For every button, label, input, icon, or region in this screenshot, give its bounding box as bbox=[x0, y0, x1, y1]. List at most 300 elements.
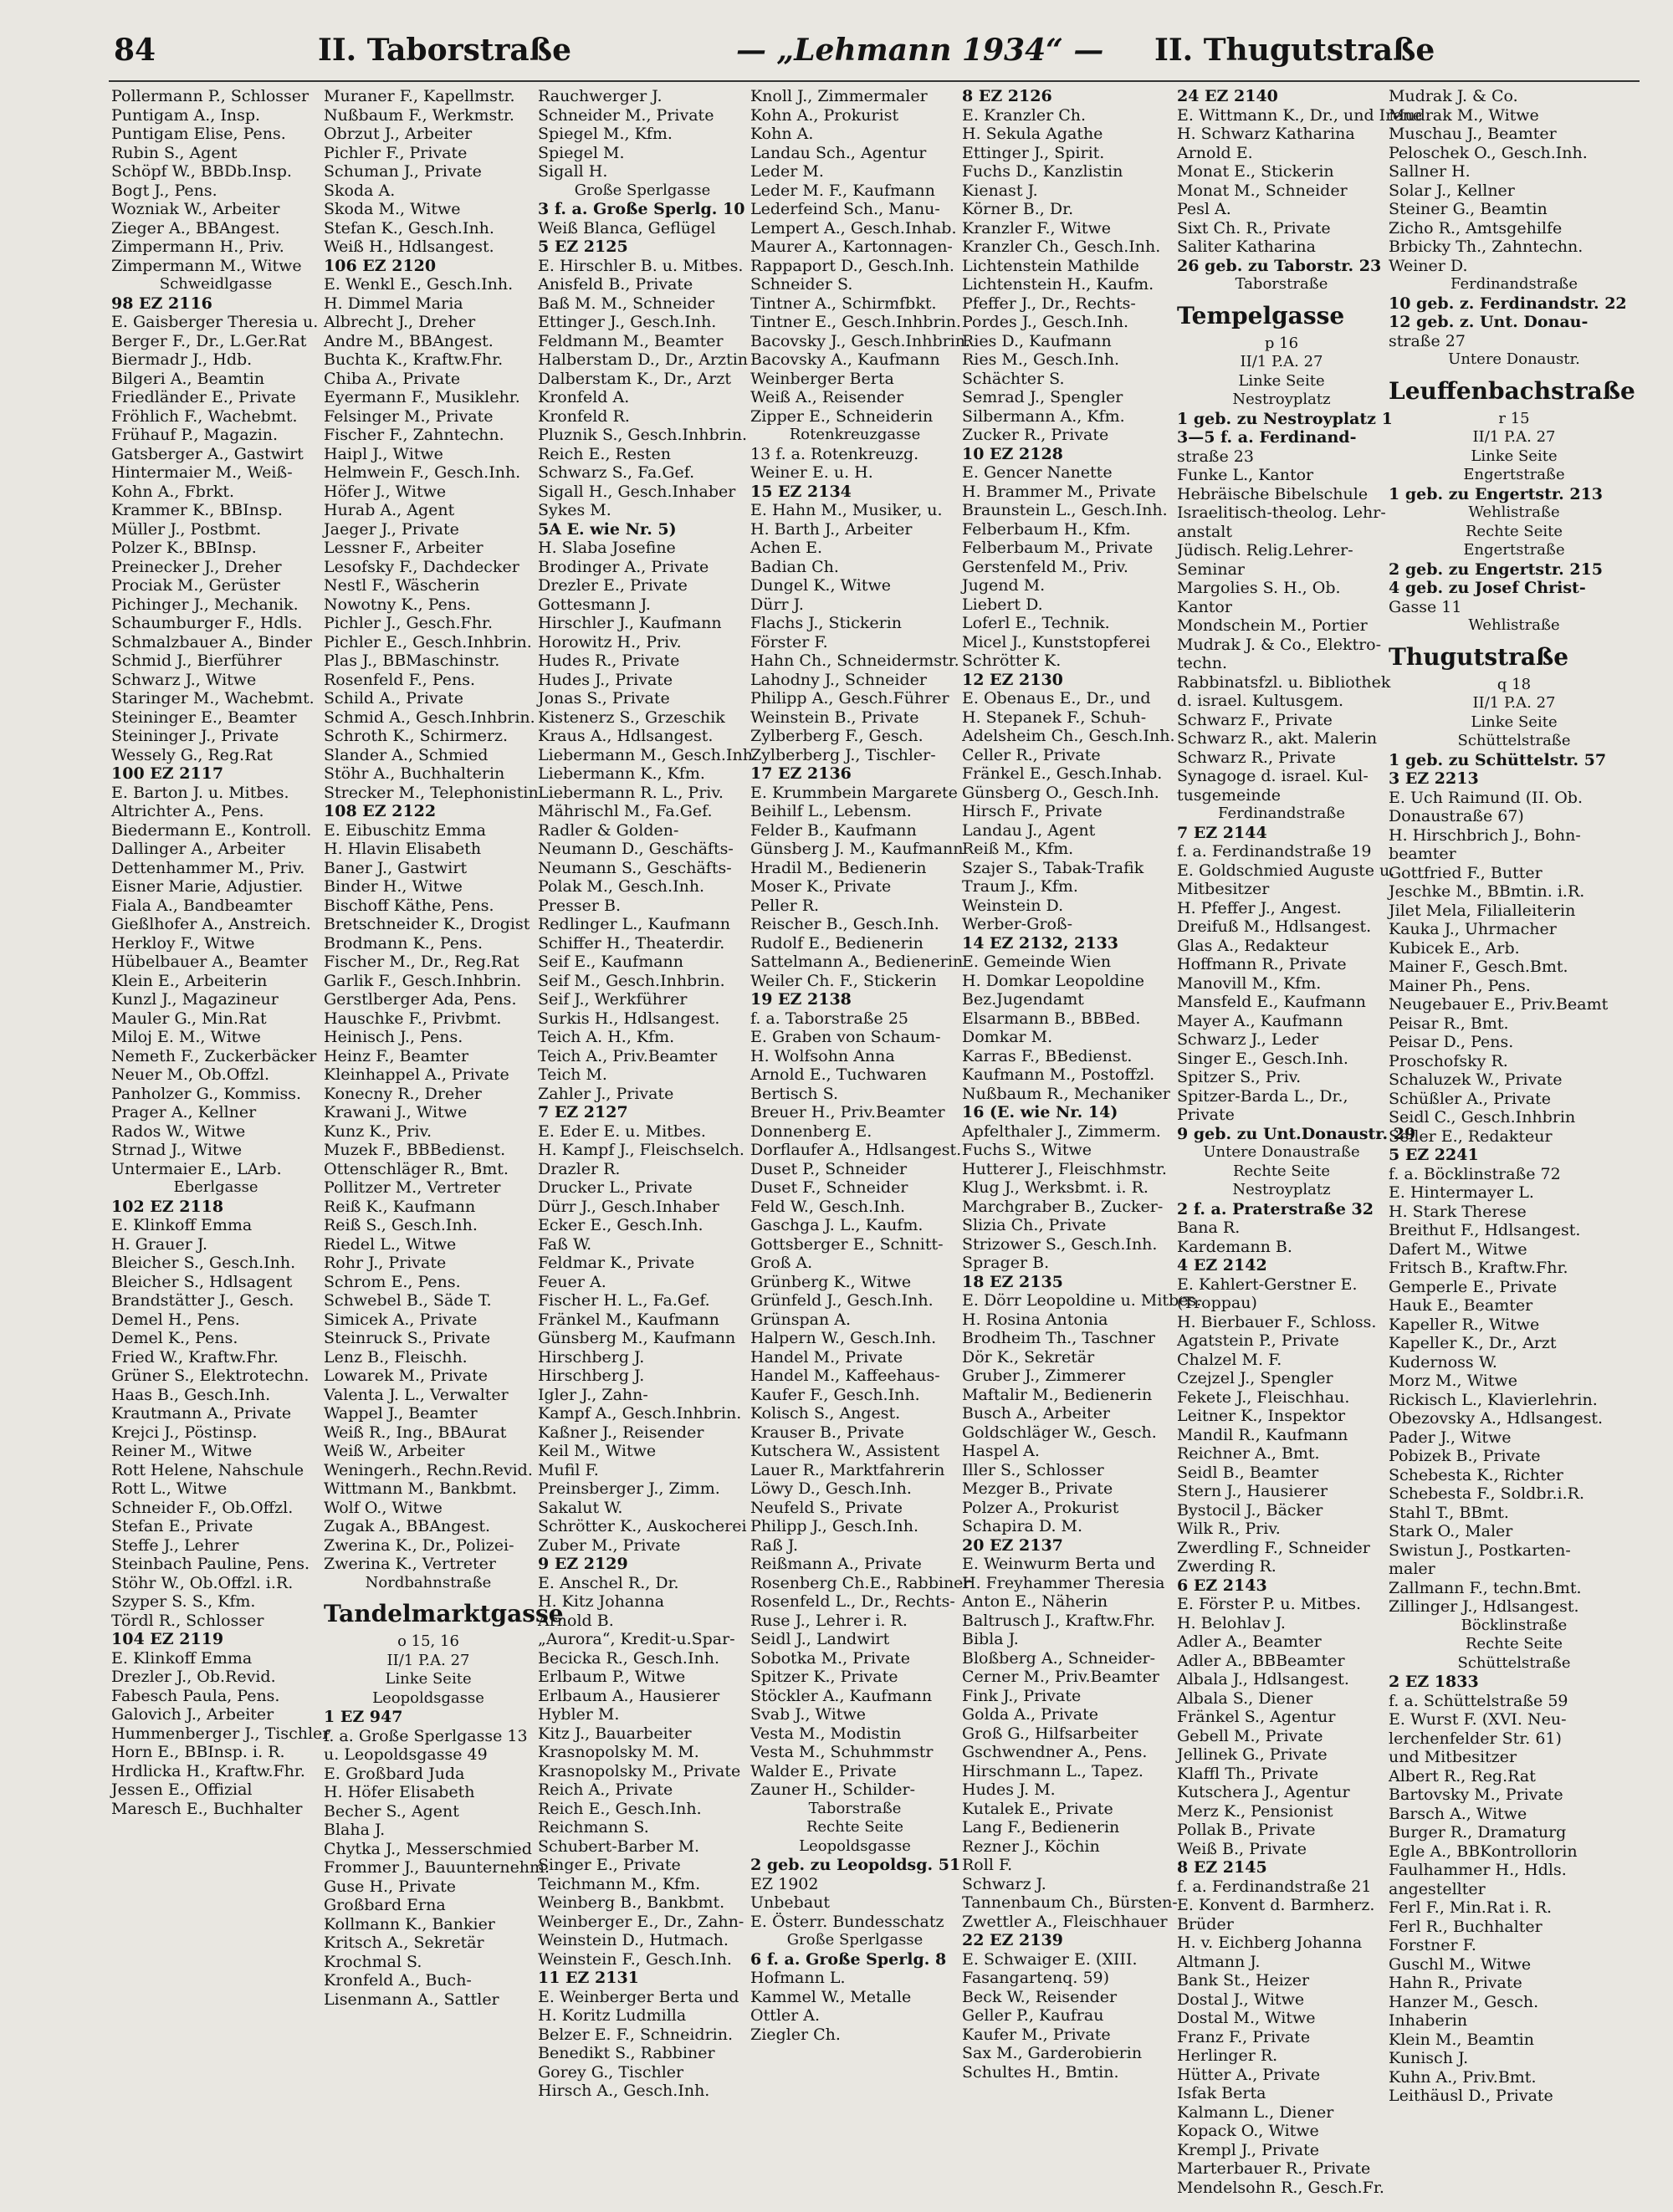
directory-entry: Seidl C., Gesch.Inhbrin bbox=[1389, 1108, 1576, 1126]
directory-entry: Stöhr W., Ob.Offzl. i.R. bbox=[111, 1573, 294, 1592]
directory-entry: Sax M., Garderobierin bbox=[962, 2044, 1143, 2062]
house-number-entry: 20 EZ 2137 bbox=[962, 1535, 1063, 1555]
directory-entry: Schüßler A., Private bbox=[1389, 1089, 1551, 1108]
directory-entry: Zylberberg F., Gesch. bbox=[750, 727, 923, 745]
directory-entry: Erlbaum A., Hausierer bbox=[538, 1686, 720, 1705]
directory-entry: f. a. Taborstraße 25 bbox=[750, 1009, 908, 1028]
directory-entry: Strecker M., Telephonistin bbox=[324, 783, 539, 802]
directory-entry: Jugend M. bbox=[962, 576, 1046, 595]
directory-entry: Felberbaum M., Private bbox=[962, 539, 1154, 557]
directory-entry: Dungel K., Witwe bbox=[750, 576, 891, 595]
directory-entry: Bischoff Käthe, Pens. bbox=[324, 896, 494, 915]
directory-entry: Krammer K., BBInsp. bbox=[111, 501, 283, 519]
directory-entry: Kohn A., Prokurist bbox=[750, 105, 899, 125]
directory-entry: Gorey G., Tischler bbox=[538, 2062, 684, 2082]
directory-entry: Liebert D. bbox=[962, 595, 1043, 614]
directory-entry: Fuchs D., Kanzlistin bbox=[962, 162, 1123, 181]
directory-entry: Traum J., Kfm. bbox=[962, 877, 1078, 896]
directory-entry: Schwarz J., Witwe bbox=[111, 670, 257, 689]
directory-entry: Elsarmann B., BBBed. bbox=[962, 1009, 1141, 1028]
directory-entry: Krochmal S. bbox=[324, 1952, 422, 1971]
directory-entry: Weinberger E., Dr., Zahn- bbox=[538, 1912, 744, 1931]
directory-entry: Breithut F., Hdlsangest. bbox=[1389, 1221, 1581, 1239]
page-header bbox=[84, 25, 1640, 75]
directory-entry: Pollitzer M., Vertreter bbox=[324, 1178, 501, 1197]
directory-entry: Forstner F. bbox=[1389, 1936, 1476, 1954]
directory-entry: Anisfeld B., Private bbox=[538, 275, 693, 294]
left-street-heading: II. Taborstraße bbox=[318, 33, 572, 68]
directory-entry: Busch A., Arbeiter bbox=[962, 1404, 1110, 1423]
directory-entry: Ruse J., Lehrer i. R. bbox=[750, 1611, 908, 1630]
directory-entry: Hanzer M., Gesch. bbox=[1389, 1992, 1539, 2011]
directory-entry: Simicek A., Private bbox=[324, 1310, 478, 1329]
directory-entry: Hirschler J., Kaufmann bbox=[538, 614, 722, 632]
directory-entry: E. Anschel R., Dr. bbox=[538, 1573, 679, 1592]
directory-entry: Stöckler A., Kaufmann bbox=[750, 1686, 933, 1705]
directory-entry: Kohn A. bbox=[750, 125, 814, 143]
house-number-entry: 18 EZ 2135 bbox=[962, 1272, 1063, 1291]
directory-entry: Gebell M., Private bbox=[1177, 1726, 1323, 1745]
directory-entry: Vesta M., Modistin bbox=[750, 1724, 902, 1743]
cross-street-label: II/1 P.A. 27 bbox=[1472, 694, 1556, 712]
directory-entry: Drucker L., Private bbox=[538, 1178, 693, 1197]
directory-entry: Jonas S., Private bbox=[538, 689, 670, 708]
directory-entry: lerchenfelder Str. 61) bbox=[1389, 1729, 1562, 1748]
house-number-entry: 106 EZ 2120 bbox=[324, 256, 437, 275]
directory-entry: Halberstam D., Dr., Arztin bbox=[538, 350, 749, 369]
directory-entry: Inhaberin bbox=[1389, 2011, 1468, 2030]
cross-street-label: p 16 bbox=[1264, 334, 1299, 352]
directory-entry: Schaumburger F., Hdls. bbox=[111, 614, 303, 632]
cross-street-label: II/1 P.A. 27 bbox=[386, 1651, 470, 1669]
directory-entry: Liebermann K., Kfm. bbox=[538, 764, 705, 783]
directory-entry: Fekete J., Fleischhau. bbox=[1177, 1387, 1350, 1407]
directory-entry: Zauner H., Schilder- bbox=[750, 1780, 916, 1799]
directory-entry: Körner B., Dr. bbox=[962, 200, 1074, 218]
directory-entry: Neumann D., Geschäfts- bbox=[538, 840, 734, 858]
directory-entry: H. Kitz Johanna bbox=[538, 1592, 665, 1611]
directory-entry: Kauka J., Uhrmacher bbox=[1389, 920, 1557, 938]
directory-entry: Hybler M. bbox=[538, 1705, 620, 1724]
directory-entry: Grünberg K., Witwe bbox=[750, 1272, 912, 1291]
directory-entry: H. Wolfsohn Anna bbox=[750, 1046, 895, 1065]
directory-entry: Muzek F., BBBedienst. bbox=[324, 1141, 506, 1159]
directory-entry: Weiß B., Private bbox=[1177, 1839, 1307, 1858]
directory-entry: Mufil F. bbox=[538, 1460, 599, 1479]
directory-entry: Schwarz J., Leder bbox=[1177, 1030, 1319, 1049]
directory-entry: Mezger B., Private bbox=[962, 1479, 1113, 1498]
directory-entry: Rickisch L., Klavierlehrin. bbox=[1389, 1390, 1598, 1409]
directory-entry: Lempert A., Gesch.Inhab. bbox=[750, 218, 957, 238]
directory-entry: Breuer H., Priv.Beamter bbox=[750, 1103, 945, 1121]
directory-entry: Franz F., Private bbox=[1177, 2027, 1311, 2046]
directory-entry: Micel J., Kunststopferei bbox=[962, 632, 1151, 651]
directory-entry: Apfelthaler J., Zimmerm. bbox=[962, 1121, 1161, 1141]
directory-entry: Gaschga J. L., Kaufm. bbox=[750, 1216, 923, 1234]
cross-street-label: Schweidlgasse bbox=[159, 275, 273, 293]
directory-entry: Nußbaum F., Werkmstr. bbox=[324, 105, 514, 125]
directory-entry: Lang F., Bedienerin bbox=[962, 1818, 1120, 1837]
directory-entry: Dallinger A., Arbeiter bbox=[111, 840, 285, 858]
directory-entry: Zimpermann M., Witwe bbox=[111, 256, 302, 275]
house-number-entry: 1 geb. zu Nestroyplatz 1 bbox=[1177, 409, 1393, 428]
directory-entry: Kritsch A., Sekretär bbox=[324, 1934, 484, 1952]
directory-entry: Loferl E., Technik. bbox=[962, 614, 1110, 632]
directory-entry: Reich E., Gesch.Inh. bbox=[538, 1799, 702, 1818]
directory-entry: Unbebaut bbox=[750, 1893, 831, 1912]
directory-entry: Hirschmann L., Tapez. bbox=[962, 1761, 1143, 1780]
directory-entry: Horowitz H., Priv. bbox=[538, 632, 682, 651]
directory-entry: Steinruck S., Private bbox=[324, 1329, 491, 1347]
directory-entry: Gruber J., Zimmerer bbox=[962, 1367, 1126, 1385]
directory-entry: Fabesch Paula, Pens. bbox=[111, 1686, 280, 1705]
directory-entry: Margolies S. H., Ob. bbox=[1177, 579, 1341, 597]
directory-entry: Tintner A., Schirmfbkt. bbox=[750, 294, 937, 313]
house-number-entry: 4 EZ 2142 bbox=[1177, 1256, 1267, 1275]
directory-entry: Kunzl J., Magazineur bbox=[111, 990, 279, 1009]
directory-entry: Felberbaum H., Kfm. bbox=[962, 519, 1131, 539]
directory-entry: Rubin S., Agent bbox=[111, 143, 238, 162]
directory-entry: H. Bierbauer F., Schloss. bbox=[1177, 1312, 1377, 1331]
directory-entry: Leder M. bbox=[750, 162, 824, 181]
cross-street-label: Rechte Seite bbox=[1465, 1635, 1563, 1653]
street-heading: Tempelgasse bbox=[1177, 301, 1345, 330]
directory-entry: Schwarz F., Private bbox=[1177, 710, 1333, 729]
directory-entry: Kalmann L., Diener bbox=[1177, 2102, 1334, 2122]
directory-entry: Seif J., Werkführer bbox=[538, 990, 688, 1009]
directory-entry: „Aurora“, Kredit-u.Spar- bbox=[538, 1630, 735, 1648]
directory-entry: Spitzer S., Priv. bbox=[1177, 1068, 1302, 1086]
directory-entry: E. Österr. Bundesschatz bbox=[750, 1912, 944, 1931]
directory-entry: Adler A., BBBeamter bbox=[1177, 1651, 1345, 1670]
directory-entry: Herkloy F., Witwe bbox=[111, 933, 255, 953]
directory-entry: Mauler G., Min.Rat bbox=[111, 1009, 267, 1028]
directory-entry: Dürr J. bbox=[750, 595, 804, 614]
directory-entry: Biedermann E., Kontroll. bbox=[111, 820, 312, 840]
directory-entry: Obrzut J., Arbeiter bbox=[324, 125, 473, 143]
house-number-entry: 19 EZ 2138 bbox=[750, 990, 852, 1009]
directory-entry: Prager A., Kellner bbox=[111, 1103, 257, 1121]
cross-street-label: Schüttelstraße bbox=[1457, 732, 1571, 749]
directory-entry: Kuhn A., Priv.Bmt. bbox=[1389, 2067, 1537, 2087]
directory-entry: Preinecker J., Dreher bbox=[111, 557, 282, 576]
directory-entry: Seidl J., Landwirt bbox=[750, 1630, 890, 1648]
directory-entry: Kardemann B. bbox=[1177, 1237, 1292, 1256]
directory-entry: E. Wurst F. (XVI. Neu- bbox=[1389, 1710, 1567, 1729]
directory-entry: Kolisch S., Angest. bbox=[750, 1404, 901, 1423]
directory-entry: Hummenberger J., Tischler bbox=[111, 1724, 330, 1743]
cross-street-label: Ferdinandstraße bbox=[1450, 275, 1578, 293]
directory-entry: techn. bbox=[1177, 654, 1228, 672]
directory-entry: Donaustraße 67) bbox=[1389, 807, 1524, 825]
directory-entry: Gießlhofer A., Anstreich. bbox=[111, 915, 311, 933]
directory-entry: Tannenbaum Ch., Bürsten- bbox=[962, 1893, 1178, 1912]
directory-entry: Ecker E., Gesch.Inh. bbox=[538, 1216, 703, 1234]
directory-entry: Hübelbauer A., Beamter bbox=[111, 953, 308, 971]
directory-entry: Kunz K., Priv. bbox=[324, 1121, 432, 1141]
directory-entry: E. Konvent d. Barmherz. bbox=[1177, 1896, 1375, 1914]
directory-entry: Lesofsky F., Dachdecker bbox=[324, 557, 519, 576]
directory-entry: Schrom E., Pens. bbox=[324, 1272, 461, 1291]
directory-entry: Kaufer F., Gesch.Inh. bbox=[750, 1385, 920, 1404]
cross-street-label: Leopoldsgasse bbox=[372, 1688, 484, 1707]
directory-entry: Pfeffer J., Dr., Rechts- bbox=[962, 294, 1136, 313]
directory-entry: Wappel J., Beamter bbox=[324, 1404, 478, 1423]
house-number-entry: 10 EZ 2128 bbox=[962, 444, 1063, 463]
directory-entry: Stefan K., Gesch.Inh. bbox=[324, 218, 494, 238]
directory-entry: Pollak B., Private bbox=[1177, 1821, 1316, 1839]
directory-entry: Kraus A., Hdlsangest. bbox=[538, 727, 714, 745]
directory-entry: Kleinhappel A., Private bbox=[324, 1065, 509, 1084]
directory-entry: Skoda A. bbox=[324, 181, 396, 200]
directory-entry: Singer E., Gesch.Inh. bbox=[1177, 1049, 1348, 1068]
directory-entry: Handel M., Kaffeehaus- bbox=[750, 1367, 940, 1385]
directory-entry: Halpern W., Gesch.Inh. bbox=[750, 1329, 937, 1347]
cross-street-label: Rotenkreuzgasse bbox=[789, 426, 921, 443]
directory-entry: Proschofsky R. bbox=[1389, 1051, 1508, 1070]
directory-entry: Brüder bbox=[1177, 1914, 1234, 1934]
directory-entry: Gemperle E., Private bbox=[1389, 1277, 1558, 1296]
directory-entry: Weningerh., Rechn.Revid. bbox=[324, 1460, 533, 1479]
directory-entry: Sigall H. bbox=[538, 162, 608, 181]
directory-entry: Kaufer M., Private bbox=[962, 2025, 1111, 2044]
directory-entry: Mährischl M., Fa.Gef. bbox=[538, 802, 713, 820]
directory-entry: Weiß W., Arbeiter bbox=[324, 1442, 465, 1460]
directory-entry: Kollmann K., Bankier bbox=[324, 1914, 495, 1934]
directory-entry: Pader J., Witwe bbox=[1389, 1428, 1512, 1447]
directory-entry: Pichler F., Private bbox=[324, 143, 468, 162]
directory-entry: Weinberger Berta bbox=[750, 369, 894, 388]
house-number-entry: 12 EZ 2130 bbox=[962, 670, 1063, 689]
directory-entry: Schroth K., Schirmerz. bbox=[324, 727, 509, 745]
directory-entry: Herlinger R. bbox=[1177, 2046, 1278, 2065]
directory-entry: Hauk E., Beamter bbox=[1389, 1296, 1533, 1315]
directory-entry: Ettinger J., Spirit. bbox=[962, 143, 1105, 162]
house-number-entry: 22 EZ 2139 bbox=[962, 1931, 1063, 1949]
directory-entry: Groß G., Hilfsarbeiter bbox=[962, 1724, 1138, 1743]
directory-entry: Schmid J., Bierführer bbox=[111, 651, 282, 670]
directory-entry: Schwarz R., akt. Malerin bbox=[1177, 729, 1378, 748]
directory-entry: Tintner E., Gesch.Inhbrin. bbox=[750, 313, 961, 331]
directory-entry: Merz K., Pensionist bbox=[1177, 1801, 1333, 1821]
directory-entry: E. Wittmann K., Dr., und Irene bbox=[1177, 105, 1422, 125]
directory-entry: Eyermann F., Musiklehr. bbox=[324, 388, 520, 406]
directory-entry: Albala J., Hdlsangest. bbox=[1177, 1670, 1349, 1688]
directory-entry: Hintermaier M., Weiß- bbox=[111, 463, 293, 482]
directory-entry: Zylberberg J., Tischler- bbox=[750, 745, 936, 764]
directory-entry: Arnold E., Tuchwaren bbox=[750, 1065, 927, 1084]
directory-entry: Gatsberger A., Gastwirt bbox=[111, 444, 304, 463]
directory-entry: Bloßberg A., Schneider- bbox=[962, 1648, 1156, 1668]
directory-entry: Hutterer J., Fleischhmstr. bbox=[962, 1159, 1167, 1178]
directory-entry: H. Freyhammer Theresia bbox=[962, 1573, 1165, 1592]
directory-entry: Steffe J., Lehrer bbox=[111, 1535, 239, 1555]
directory-entry: Stern J., Hausierer bbox=[1177, 1482, 1328, 1500]
directory-entry: Albert R., Reg.Rat bbox=[1389, 1766, 1536, 1785]
directory-entry: Bana R. bbox=[1177, 1218, 1241, 1237]
directory-entry: Mudrak J. & Co. bbox=[1389, 87, 1518, 105]
house-number-entry: 24 EZ 2140 bbox=[1177, 87, 1278, 105]
cross-street-label: Böcklinstraße bbox=[1461, 1616, 1568, 1634]
directory-entry: Kutschera J., Agentur bbox=[1177, 1783, 1350, 1801]
directory-entry: maler bbox=[1389, 1560, 1435, 1578]
directory-entry: Private bbox=[1177, 1106, 1235, 1124]
cross-street-label: q 18 bbox=[1496, 675, 1532, 693]
directory-entry: Hudes J. M. bbox=[962, 1780, 1056, 1799]
directory-entry: Kudernoss W. bbox=[1389, 1352, 1497, 1372]
directory-entry: Kronfeld A., Buch- bbox=[324, 1971, 472, 1990]
directory-entry: Feldmann M., Beamter bbox=[538, 331, 724, 350]
street-heading: Tandelmarktgasse bbox=[324, 1600, 564, 1627]
directory-entry: Schwarz J. bbox=[962, 1874, 1046, 1893]
directory-entry: Wittmann M., Bankbmt. bbox=[324, 1479, 517, 1498]
directory-entry: Klaffl Th., Private bbox=[1177, 1764, 1319, 1783]
directory-entry: Manovill M., Kfm. bbox=[1177, 973, 1322, 993]
directory-entry: Fink J., Private bbox=[962, 1686, 1082, 1705]
directory-entry: Achen E. bbox=[750, 539, 823, 557]
directory-entry: Dorflaufer A., Hdlsangest. bbox=[750, 1141, 962, 1159]
directory-entry: Lessner F., Arbeiter bbox=[324, 539, 483, 557]
cross-street-label: Rechte Seite bbox=[806, 1818, 904, 1836]
directory-entry: Günsberg J. M., Kaufmann bbox=[750, 840, 964, 858]
directory-entry: E. Dörr Leopoldine u. Mitbes. bbox=[962, 1291, 1202, 1310]
directory-entry: E. Eibuschitz Emma bbox=[324, 820, 486, 840]
house-number-entry: 102 EZ 2118 bbox=[111, 1197, 224, 1216]
directory-entry: Bleicher S., Hdlsagent bbox=[111, 1272, 293, 1291]
directory-entry: H. Brammer M., Private bbox=[962, 482, 1156, 501]
column-4 bbox=[750, 87, 971, 2044]
directory-entry: Peller R. bbox=[750, 896, 820, 915]
directory-entry: Dürr J., Gesch.Inhaber bbox=[538, 1197, 719, 1216]
directory-entry: Zillinger J., Hdlsangest. bbox=[1389, 1597, 1579, 1616]
house-number-entry: 16 (E. wie Nr. 14) bbox=[962, 1103, 1118, 1121]
directory-entry: Faulhammer H., Hdls. bbox=[1389, 1861, 1567, 1879]
directory-entry: Plas J., BBMaschinstr. bbox=[324, 651, 500, 670]
directory-entry: Schebesta F., Soldbr.i.R. bbox=[1389, 1484, 1584, 1503]
directory-entry: f. a. Böcklinstraße 72 bbox=[1389, 1164, 1561, 1183]
directory-entry: Haspel A. bbox=[962, 1442, 1040, 1460]
directory-entry: Schwarz R., Private bbox=[1177, 748, 1336, 767]
house-number-entry: 9 EZ 2129 bbox=[538, 1555, 628, 1573]
directory-entry: Philipp A., Gesch.Führer bbox=[750, 689, 949, 708]
column-6 bbox=[1177, 87, 1422, 2197]
directory-entry: Gottesmann J. bbox=[538, 595, 651, 614]
directory-entry: Krempl J., Private bbox=[1177, 2140, 1319, 2159]
directory-entry: Roll F. bbox=[962, 1856, 1013, 1874]
directory-entry: Dör K., Sekretär bbox=[962, 1347, 1095, 1367]
directory-entry: E. Klinkoff Emma bbox=[111, 1648, 253, 1668]
directory-entry: Ettinger J., Gesch.Inh. bbox=[538, 313, 717, 331]
directory-entry: Reiß S., Gesch.Inh. bbox=[324, 1216, 478, 1234]
cross-street-label: Schüttelstraße bbox=[1457, 1653, 1571, 1672]
directory-entry: Haas B., Gesch.Inh. bbox=[111, 1385, 271, 1404]
directory-entry: Schneider F., Ob.Offzl. bbox=[111, 1498, 294, 1517]
directory-entry: Altmann J. bbox=[1177, 1952, 1261, 1971]
directory-entry: Schaluzek W., Private bbox=[1389, 1070, 1563, 1089]
directory-entry: H. Hirschbrich J., Bohn- bbox=[1389, 825, 1581, 845]
directory-entry: Brandstätter J., Gesch. bbox=[111, 1291, 294, 1310]
directory-entry: E. Hirschler B. u. Mitbes. bbox=[538, 256, 744, 275]
directory-entry: f. a. Ferdinandstraße 19 bbox=[1177, 842, 1372, 861]
directory-entry: H. Sekula Agathe bbox=[962, 125, 1103, 143]
directory-entry: Lederfeind Sch., Manu- bbox=[750, 200, 940, 218]
cross-street-label: II/1 P.A. 27 bbox=[1240, 353, 1323, 370]
directory-entry: Fiala A., Bandbeamter bbox=[111, 896, 293, 915]
directory-entry: Hirsch F., Private bbox=[962, 802, 1103, 820]
directory-entry: Pollermann P., Schlosser bbox=[111, 87, 310, 105]
directory-entry: Rott Helene, Nahschule bbox=[111, 1460, 304, 1479]
directory-entry: Förster F. bbox=[750, 632, 828, 651]
directory-entry: Weiner E. u. H. bbox=[750, 463, 873, 482]
directory-entry: Marchgraber B., Zucker- bbox=[962, 1197, 1164, 1216]
directory-entry: Chytka J., Messerschmied bbox=[324, 1839, 532, 1858]
directory-entry: Marterbauer R., Private bbox=[1177, 2159, 1371, 2178]
directory-entry: Kistenerz S., Grzeschik bbox=[538, 708, 725, 727]
directory-entry: Rudolf E., Bedienerin bbox=[750, 933, 923, 953]
directory-entry: Stefan E., Private bbox=[111, 1517, 253, 1535]
directory-entry: Wessely G., Reg.Rat bbox=[111, 745, 273, 764]
directory-entry: E. Weinwurm Berta und bbox=[962, 1555, 1156, 1573]
directory-entry: Hofmann L. bbox=[750, 1969, 846, 1987]
directory-entry: Zwerdling F., Schneider bbox=[1177, 1538, 1370, 1557]
directory-entry: Jessen E., Offizial bbox=[111, 1780, 253, 1799]
directory-entry: Fränkel M., Kaufmann bbox=[538, 1310, 719, 1329]
directory-entry: Seif E., Kaufmann bbox=[538, 953, 684, 971]
directory-entry: H. Belohlav J. bbox=[1177, 1613, 1286, 1632]
directory-entry: Reich E., Resten bbox=[538, 444, 671, 463]
street-heading: Leuffenbachstraße bbox=[1389, 376, 1635, 405]
directory-entry: Neugebauer E., Priv.Beamt bbox=[1389, 995, 1609, 1014]
house-number-entry: 2 f. a. Praterstraße 32 bbox=[1177, 1199, 1374, 1218]
directory-entry: Bacovsky A., Kaufmann bbox=[750, 350, 940, 369]
directory-entry: Bibla J. bbox=[962, 1630, 1019, 1648]
directory-entry: Riedel L., Witwe bbox=[324, 1234, 457, 1254]
directory-entry: E. Graben von Schaum- bbox=[750, 1028, 941, 1046]
directory-entry: f. a. Schüttelstraße 59 bbox=[1389, 1691, 1568, 1710]
directory-entry: Zipper E., Schneiderin bbox=[750, 406, 934, 426]
directory-entry: Rappaport D., Gesch.Inh. bbox=[750, 256, 954, 275]
directory-entry: Rott L., Witwe bbox=[111, 1479, 228, 1498]
directory-entry: Weiß H., Hdlsangest. bbox=[324, 238, 494, 256]
house-number-entry: 98 EZ 2116 bbox=[111, 294, 212, 313]
cross-street-label: Engertstraße bbox=[1463, 541, 1565, 559]
directory-entry: EZ 1902 bbox=[750, 1874, 819, 1893]
directory-entry: Puntigam Elise, Pens. bbox=[111, 125, 286, 143]
directory-entry: Weinstein D., Hutmach. bbox=[538, 1931, 729, 1949]
directory-entry: Schöpf W., BBDb.Insp. bbox=[111, 162, 292, 181]
cross-street-label: Nestroyplatz bbox=[1232, 391, 1331, 408]
directory-entry: Jellinek G., Private bbox=[1177, 1745, 1328, 1764]
directory-entry: Sobotka M., Private bbox=[750, 1648, 911, 1668]
directory-entry: Fasangartenq. 59) bbox=[962, 1969, 1110, 1987]
cross-street-label: r 15 bbox=[1498, 409, 1530, 427]
house-number-entry: 26 geb. zu Taborstr. 23 bbox=[1177, 256, 1382, 275]
house-number-entry: 15 EZ 2134 bbox=[750, 482, 852, 501]
directory-entry: Walder E., Private bbox=[750, 1761, 897, 1780]
directory-entry: Rosenberg Ch.E., Rabbiner bbox=[750, 1573, 971, 1592]
directory-entry: E. Weinberger Berta und bbox=[538, 1987, 739, 2006]
house-number-entry: 7 EZ 2127 bbox=[538, 1103, 628, 1121]
cross-street-label: Untere Donaustraße bbox=[1203, 1143, 1360, 1161]
directory-entry: Polak M., Gesch.Inh. bbox=[538, 877, 705, 896]
directory-entry: Semrad J., Spengler bbox=[962, 388, 1123, 406]
directory-entry: Baß M. M., Schneider bbox=[538, 294, 715, 313]
directory-entry: Groß A. bbox=[750, 1254, 813, 1272]
directory-entry: Redlinger L., Kaufmann bbox=[538, 915, 730, 933]
directory-entry: Dostal J., Witwe bbox=[1177, 1990, 1305, 2009]
directory-entry: Reischer B., Gesch.Inh. bbox=[750, 915, 939, 933]
house-number-entry: 104 EZ 2119 bbox=[111, 1630, 224, 1648]
